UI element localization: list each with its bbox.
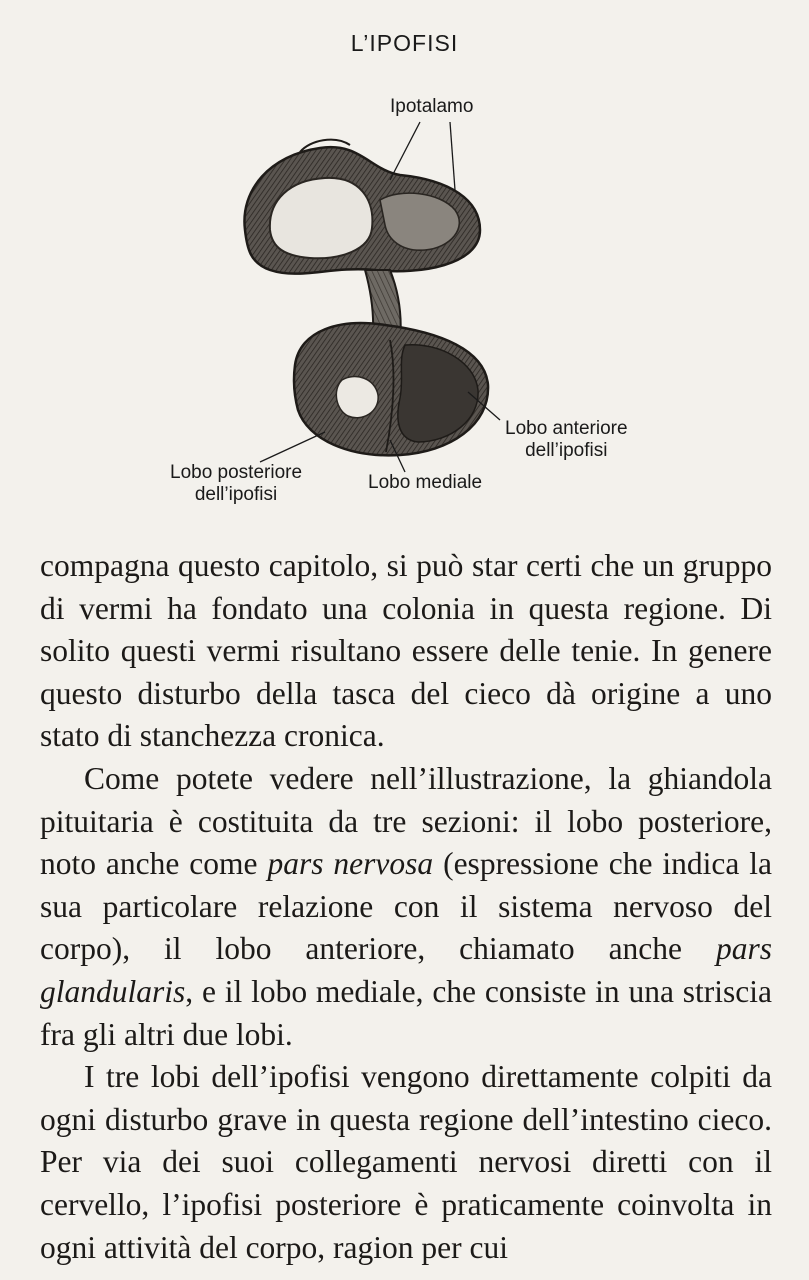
label-lobo-anteriore-line1: Lobo anteriore: [505, 418, 628, 439]
label-lobo-posteriore: [170, 462, 302, 506]
label-ipotalamo: Ipotalamo: [390, 96, 474, 117]
paragraph-3: I tre lobi dell’ipofisi vengono direttamente colpiti da ogni disturbo grave in questa regione dell’intestino cieco. Per via dei suoi collegamenti nervosi diretti con il cervello, l’ipofisi posteriore è praticamente coinvolta in ogni attività del corpo, ragion per cui: [40, 1059, 772, 1265]
hypothalamus-shape: [244, 140, 480, 274]
running-head: L’IPOFISI: [350, 30, 459, 56]
label-lobo-posteriore-line1: Lobo posteriore: [170, 462, 303, 483]
paragraph-1: compagna questo capitolo, si può star certi che un gruppo di vermi ha fondato una colonia in questa regione. Di solito questi vermi risultano essere delle tenie. In genere questo disturbo della tasca del cieco dà origine a uno stato di stanchezza cronica.: [40, 548, 772, 754]
body-text: [40, 545, 772, 1269]
term-pars-nervosa: pars nervosa: [267, 846, 434, 882]
paragraph-2-part-c: , e il lobo mediale, che consiste in una striscia fra gli altri due lobi.: [40, 973, 772, 1052]
paragraph-2-part-a: Come potete vedere nell’illustrazione, la ghiandola pituitaria è costituita da tre sezioni: il lobo posteriore, noto anche come: [40, 760, 772, 882]
paragraph-2-part-b: (espressione che indica la sua particolare relazione con il sistema nervoso del corpo), il lobo anteriore, chiamato anche: [40, 846, 772, 967]
term-pars-glandularis: pars glandularis: [40, 931, 772, 1009]
label-lobo-anteriore-line2: dell’ipofisi: [525, 440, 608, 461]
pituitary-lobes: [294, 323, 488, 455]
label-lobo-anteriore: [505, 418, 628, 462]
label-lobo-posteriore-line2: dell’ipofisi: [194, 484, 278, 505]
paragraph-2: [40, 758, 772, 1056]
pituitary-illustration: [150, 80, 690, 510]
label-lobo-mediale: Lobo mediale: [368, 472, 483, 493]
